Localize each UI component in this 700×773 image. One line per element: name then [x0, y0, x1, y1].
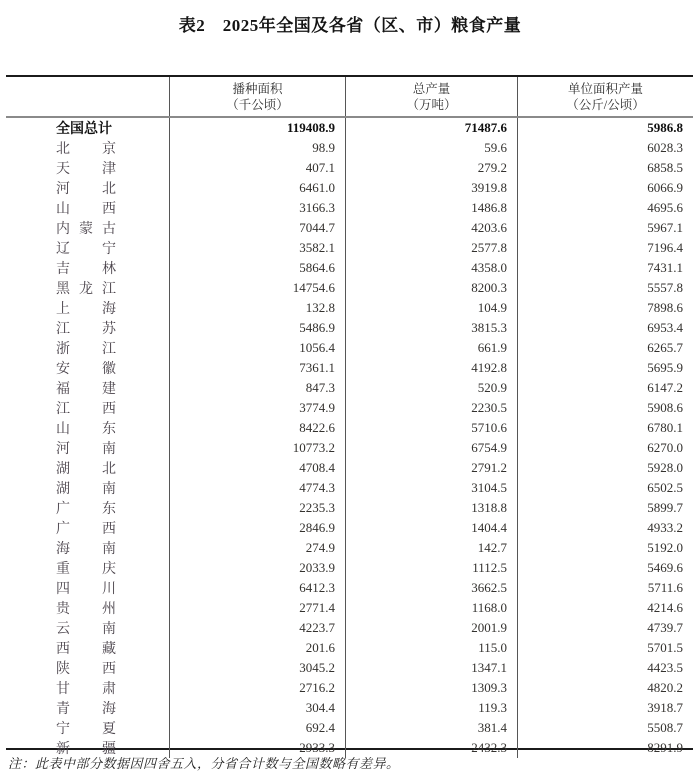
unit-yield-value: 5908.6: [517, 398, 693, 418]
sown-area-value: 2846.9: [169, 518, 345, 538]
region-name: 青海: [56, 702, 116, 717]
region-name: 山东: [56, 422, 116, 437]
region-name: 贵州: [56, 602, 116, 617]
unit-yield-value: 5711.6: [517, 578, 693, 598]
unit-yield-value: 5899.7: [517, 498, 693, 518]
sown-area-value: 6461.0: [169, 178, 345, 198]
unit-yield-value: 6147.2: [517, 378, 693, 398]
region-name: 江苏: [56, 322, 116, 337]
region-name: 湖南: [56, 482, 116, 497]
unit-yield-value: 4933.2: [517, 518, 693, 538]
region-name-cell: [6, 318, 169, 338]
region-name: 湖北: [56, 462, 116, 477]
unit-yield-value: 8291.9: [517, 738, 693, 758]
region-name-cell: [6, 638, 169, 658]
sown-area-value: 201.6: [169, 638, 345, 658]
header-sown-area-cell: [169, 77, 345, 116]
total-output-value: 119.3: [345, 698, 517, 718]
header-total-output-line1: 总产量: [412, 81, 451, 96]
region-name-cell: [6, 438, 169, 458]
sown-area-value: 3166.3: [169, 198, 345, 218]
region-name: 全国总计: [56, 122, 112, 137]
region-name-cell: [6, 378, 169, 398]
header-region-cell: [6, 77, 169, 116]
total-output-value: 1168.0: [345, 598, 517, 618]
sown-area-value: 7361.1: [169, 358, 345, 378]
region-name: 天津: [56, 162, 116, 177]
region-name: 福建: [56, 382, 116, 397]
unit-yield-value: 5695.9: [517, 358, 693, 378]
region-name-cell: [6, 418, 169, 438]
region-name-cell: [6, 158, 169, 178]
region-name-cell: [6, 278, 169, 298]
sown-area-value: 119408.9: [169, 118, 345, 138]
table-body: [6, 118, 693, 757]
region-name: 西藏: [56, 642, 116, 657]
header-sown-area-line2: （千公顷）: [226, 97, 289, 112]
sown-area-value: 2771.4: [169, 598, 345, 618]
region-name: 陕西: [56, 662, 116, 677]
total-output-value: 142.7: [345, 538, 517, 558]
total-output-value: 4358.0: [345, 258, 517, 278]
header-unit-yield-line1: 单位面积产量: [567, 81, 643, 96]
region-name-cell: [6, 578, 169, 598]
total-output-value: 115.0: [345, 638, 517, 658]
total-output-value: 1318.8: [345, 498, 517, 518]
total-output-value: 2432.3: [345, 738, 517, 758]
unit-yield-value: 6858.5: [517, 158, 693, 178]
sown-area-value: 6412.3: [169, 578, 345, 598]
region-name: 广西: [56, 522, 116, 537]
region-name-cell: [6, 238, 169, 258]
unit-yield-value: 6028.3: [517, 138, 693, 158]
region-name-cell: [6, 118, 169, 138]
sown-area-value: 2235.3: [169, 498, 345, 518]
sown-area-value: 14754.6: [169, 278, 345, 298]
total-output-value: 2230.5: [345, 398, 517, 418]
region-name-cell: [6, 658, 169, 678]
unit-yield-value: 5508.7: [517, 718, 693, 738]
total-output-value: 661.9: [345, 338, 517, 358]
unit-yield-value: 4820.2: [517, 678, 693, 698]
sown-area-value: 847.3: [169, 378, 345, 398]
region-name: 河南: [56, 442, 116, 457]
region-name: 北京: [56, 142, 116, 157]
total-output-value: 3815.3: [345, 318, 517, 338]
unit-yield-value: 4423.5: [517, 658, 693, 678]
sown-area-value: 3582.1: [169, 238, 345, 258]
table-header-row: [6, 77, 693, 118]
region-name-cell: [6, 178, 169, 198]
region-name: 云南: [56, 622, 116, 637]
region-name: 上海: [56, 302, 116, 317]
region-name-cell: [6, 538, 169, 558]
region-name-cell: [6, 718, 169, 738]
region-name: 新疆: [56, 742, 116, 757]
header-total-output-line2: （万吨）: [406, 97, 457, 112]
region-name: 重庆: [56, 562, 116, 577]
total-output-value: 6754.9: [345, 438, 517, 458]
total-output-value: 3104.5: [345, 478, 517, 498]
unit-yield-value: 7898.6: [517, 298, 693, 318]
total-output-value: 104.9: [345, 298, 517, 318]
sown-area-value: 274.9: [169, 538, 345, 558]
total-output-value: 381.4: [345, 718, 517, 738]
unit-yield-value: 6780.1: [517, 418, 693, 438]
sown-area-value: 407.1: [169, 158, 345, 178]
sown-area-value: 5486.9: [169, 318, 345, 338]
region-name-cell: [6, 258, 169, 278]
sown-area-value: 2933.3: [169, 738, 345, 758]
region-name-cell: [6, 618, 169, 638]
region-name-cell: [6, 458, 169, 478]
total-output-value: 8200.3: [345, 278, 517, 298]
region-name-cell: [6, 698, 169, 718]
sown-area-value: 304.4: [169, 698, 345, 718]
total-output-value: 279.2: [345, 158, 517, 178]
sown-area-value: 8422.6: [169, 418, 345, 438]
region-name: 宁夏: [56, 722, 116, 737]
sown-area-value: 7044.7: [169, 218, 345, 238]
unit-yield-value: 5469.6: [517, 558, 693, 578]
total-output-value: 59.6: [345, 138, 517, 158]
sown-area-value: 5864.6: [169, 258, 345, 278]
sown-area-value: 98.9: [169, 138, 345, 158]
region-name: 海南: [56, 542, 116, 557]
total-output-value: 2577.8: [345, 238, 517, 258]
unit-yield-value: 7431.1: [517, 258, 693, 278]
header-total-output-cell: [345, 77, 517, 116]
region-name: 江西: [56, 402, 116, 417]
sown-area-value: 692.4: [169, 718, 345, 738]
sown-area-value: 1056.4: [169, 338, 345, 358]
unit-yield-value: 5192.0: [517, 538, 693, 558]
region-name-cell: [6, 298, 169, 318]
total-output-value: 1309.3: [345, 678, 517, 698]
sown-area-value: 4708.4: [169, 458, 345, 478]
unit-yield-value: 5986.8: [517, 118, 693, 138]
footnote: 注：此表中部分数据因四舍五入，分省合计数与全国数略有差异。: [8, 756, 400, 771]
header-unit-yield-cell: [517, 77, 693, 116]
total-output-value: 3662.5: [345, 578, 517, 598]
total-output-value: 3919.8: [345, 178, 517, 198]
total-output-value: 2791.2: [345, 458, 517, 478]
region-name: 内蒙古: [56, 222, 116, 237]
region-name-cell: [6, 358, 169, 378]
region-name: 甘肃: [56, 682, 116, 697]
unit-yield-value: 5557.8: [517, 278, 693, 298]
unit-yield-value: 5967.1: [517, 218, 693, 238]
unit-yield-value: 7196.4: [517, 238, 693, 258]
region-name-cell: [6, 598, 169, 618]
region-name-cell: [6, 198, 169, 218]
sown-area-value: 10773.2: [169, 438, 345, 458]
region-name-cell: [6, 478, 169, 498]
region-name-cell: [6, 218, 169, 238]
total-output-value: 520.9: [345, 378, 517, 398]
region-name: 广东: [56, 502, 116, 517]
sown-area-value: 3774.9: [169, 398, 345, 418]
unit-yield-value: 6953.4: [517, 318, 693, 338]
unit-yield-value: 5701.5: [517, 638, 693, 658]
sown-area-value: 3045.2: [169, 658, 345, 678]
region-name: 安徽: [56, 362, 116, 377]
grain-production-table: [6, 75, 693, 757]
region-name: 辽宁: [56, 242, 116, 257]
unit-yield-value: 4695.6: [517, 198, 693, 218]
region-name-cell: [6, 678, 169, 698]
sown-area-value: 2033.9: [169, 558, 345, 578]
region-name: 山西: [56, 202, 116, 217]
total-output-value: 5710.6: [345, 418, 517, 438]
unit-yield-value: 6270.0: [517, 438, 693, 458]
region-name-cell: [6, 398, 169, 418]
page-title: 表2 2025年全国及各省（区、市）粮食产量: [178, 16, 522, 35]
sown-area-value: 132.8: [169, 298, 345, 318]
unit-yield-value: 5928.0: [517, 458, 693, 478]
region-name-cell: [6, 558, 169, 578]
unit-yield-value: 6502.5: [517, 478, 693, 498]
header-sown-area-line1: 播种面积: [232, 81, 283, 96]
total-output-value: 71487.6: [345, 118, 517, 138]
total-output-value: 1404.4: [345, 518, 517, 538]
region-name: 浙江: [56, 342, 116, 357]
unit-yield-value: 6265.7: [517, 338, 693, 358]
sown-area-value: 4774.3: [169, 478, 345, 498]
sown-area-value: 4223.7: [169, 618, 345, 638]
region-name: 河北: [56, 182, 116, 197]
region-name-cell: [6, 518, 169, 538]
header-unit-yield-line2: （公斤/公顷）: [566, 97, 645, 112]
total-output-value: 1112.5: [345, 558, 517, 578]
region-name-cell: [6, 338, 169, 358]
region-name-cell: [6, 498, 169, 518]
total-output-value: 1347.1: [345, 658, 517, 678]
region-name: 四川: [56, 582, 116, 597]
region-name: 吉林: [56, 262, 116, 277]
total-output-value: 1486.8: [345, 198, 517, 218]
total-output-value: 4203.6: [345, 218, 517, 238]
total-output-value: 2001.9: [345, 618, 517, 638]
sown-area-value: 2716.2: [169, 678, 345, 698]
unit-yield-value: 4214.6: [517, 598, 693, 618]
region-name-cell: [6, 138, 169, 158]
unit-yield-value: 4739.7: [517, 618, 693, 638]
total-output-value: 4192.8: [345, 358, 517, 378]
unit-yield-value: 6066.9: [517, 178, 693, 198]
region-name: 黑龙江: [56, 282, 116, 297]
unit-yield-value: 3918.7: [517, 698, 693, 718]
